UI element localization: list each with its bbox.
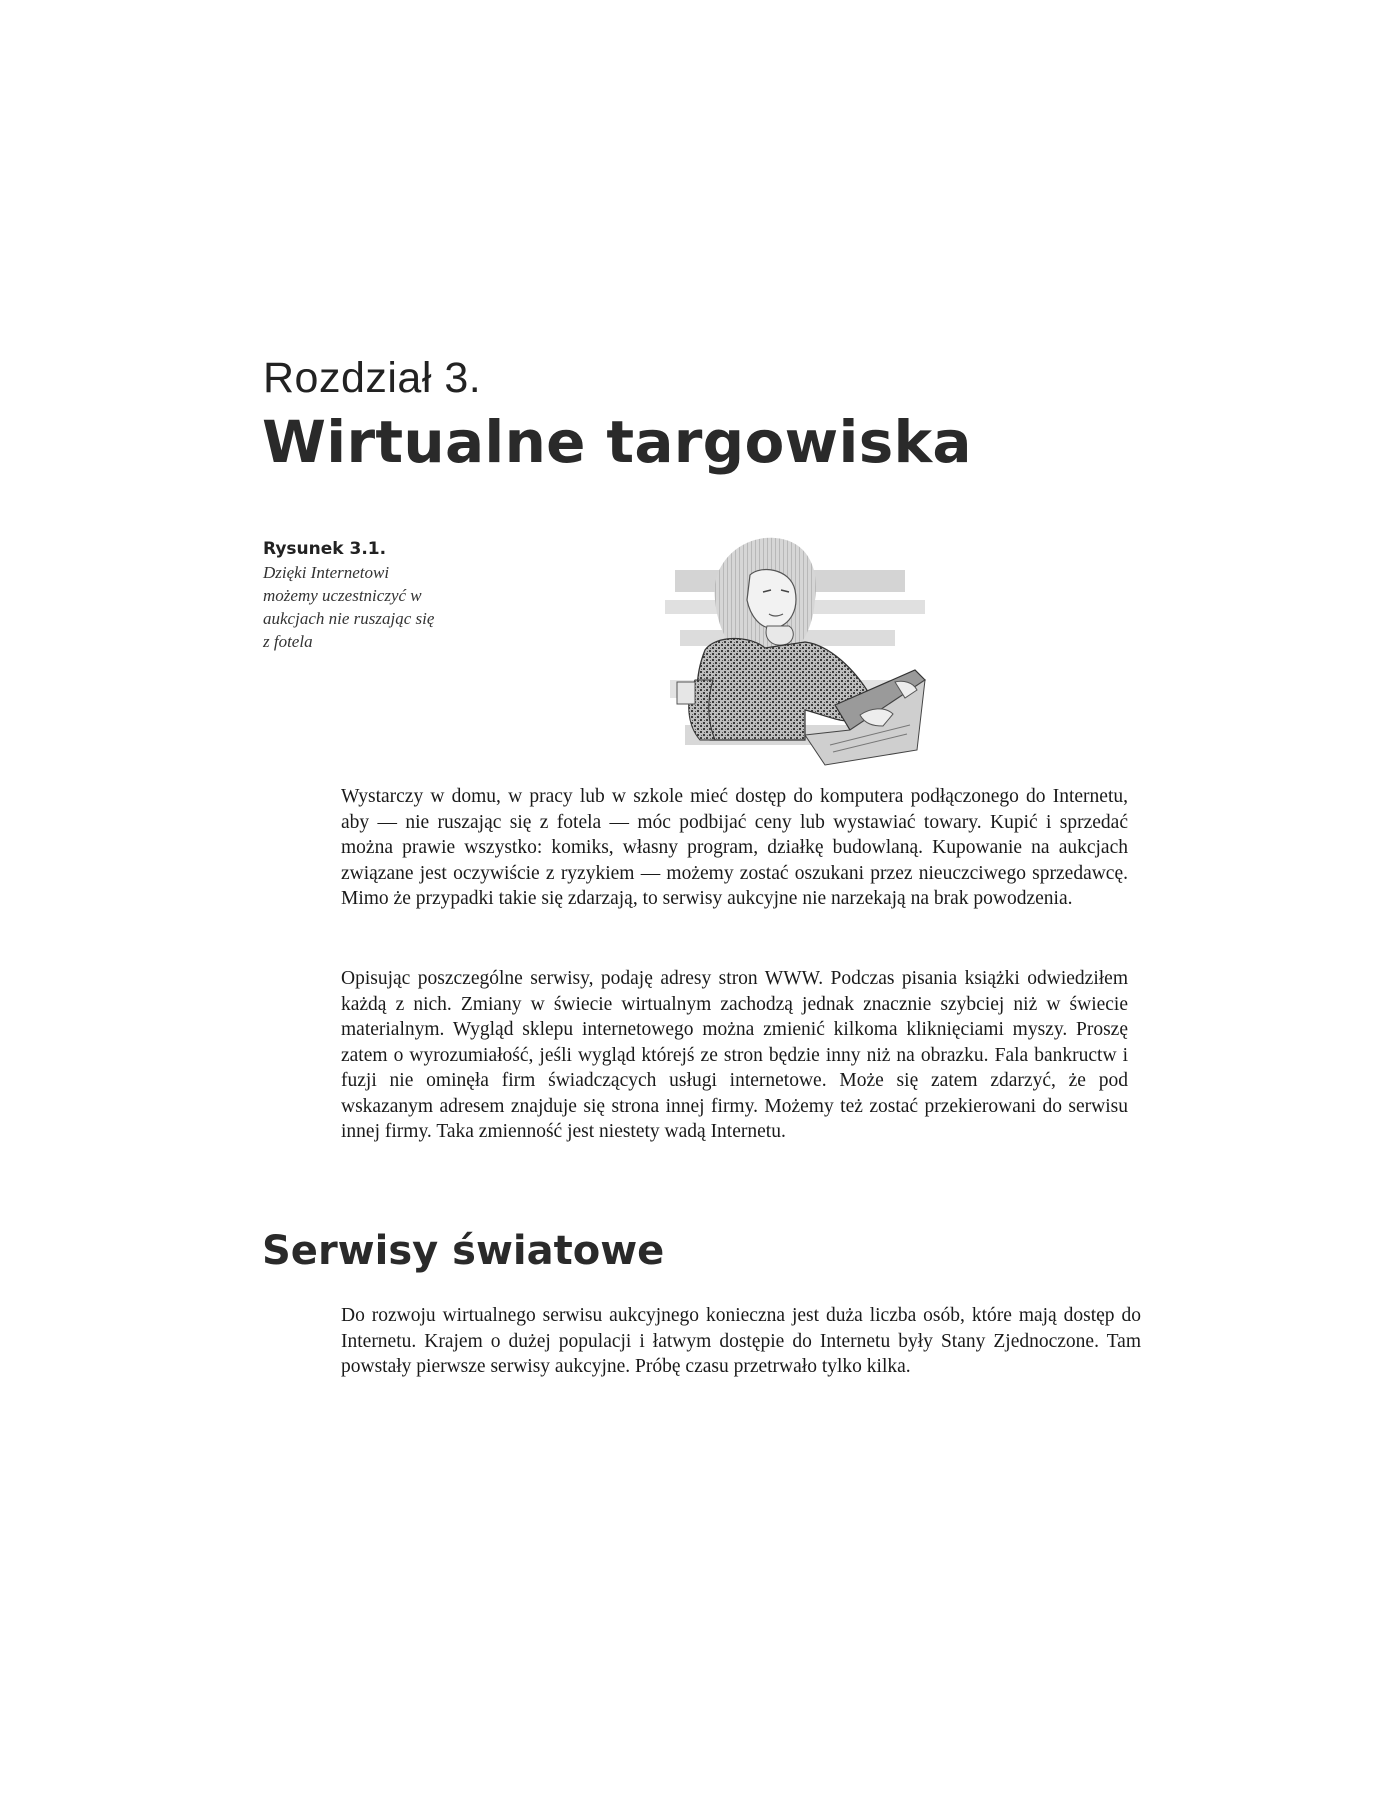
intro-paragraph-2: Opisując poszczególne serwisy, podaję adresy stron WWW. Podczas pisania książki odwiedziłem każdą z nich. Zmiany w świecie wirtualnym zachodzą jednak znacznie szybciej niż w świecie materialnym. Wygląd sklepu internetowego można zmienić kilkoma kliknięciami myszy. Proszę zatem o wyrozumiałość, jeśli wygląd którejś ze stron będzie inny niż na obrazku. Fala bankructw i fuzji nie ominęła firm świadczących usługi internetowe. Może się zatem zdarzyć, że pod wskazanym adresem znajduje się strona innej firmy. Możemy też zostać przekierowani do serwisu innej firmy. Taka zmienność jest niestety wadą Internetu. [341, 968, 1128, 1142]
woman-at-laptop-icon [655, 530, 935, 770]
figure-caption-text: Dzięki Internetowi możemy uczestniczyć w aukcjach nie ruszając się z fotela [263, 563, 435, 651]
figure-caption [263, 539, 463, 653]
chapter-label: Rozdział 3. [263, 354, 482, 402]
figure-label: Rysunek 3.1. [263, 539, 387, 559]
intro-paragraph-1: Wystarczy w domu, w pracy lub w szkole mieć dostęp do komputera podłączonego do Internetu, aby — nie ruszając się z fotela — móc podbijać ceny lub wystawiać towary. Kupić i sprzedać można prawie wszystko: komiks, własny program, działkę budowlaną. Kupowanie na aukcjach związane jest oczywiście z ryzykiem — możemy zostać oszukani przez nieuczciwego sprzedawcę. Mimo że przypadki takie się zdarzają, to serwisy aukcyjne nie narzekają na brak powodzenia. [341, 786, 1128, 909]
section-heading: Serwisy światowe [262, 1228, 665, 1274]
chapter-title: Wirtualne targowiska [262, 408, 972, 476]
section-paragraph: Do rozwoju wirtualnego serwisu aukcyjnego konieczna jest duża liczba osób, które mają dostęp do Internetu. Krajem o dużej populacji i łatwym dostępie do Internetu były Stany Zjednoczone. Tam powstały pierwsze serwisy aukcyjne. Próbę czasu przetrwało tylko kilka. [341, 1305, 1141, 1377]
